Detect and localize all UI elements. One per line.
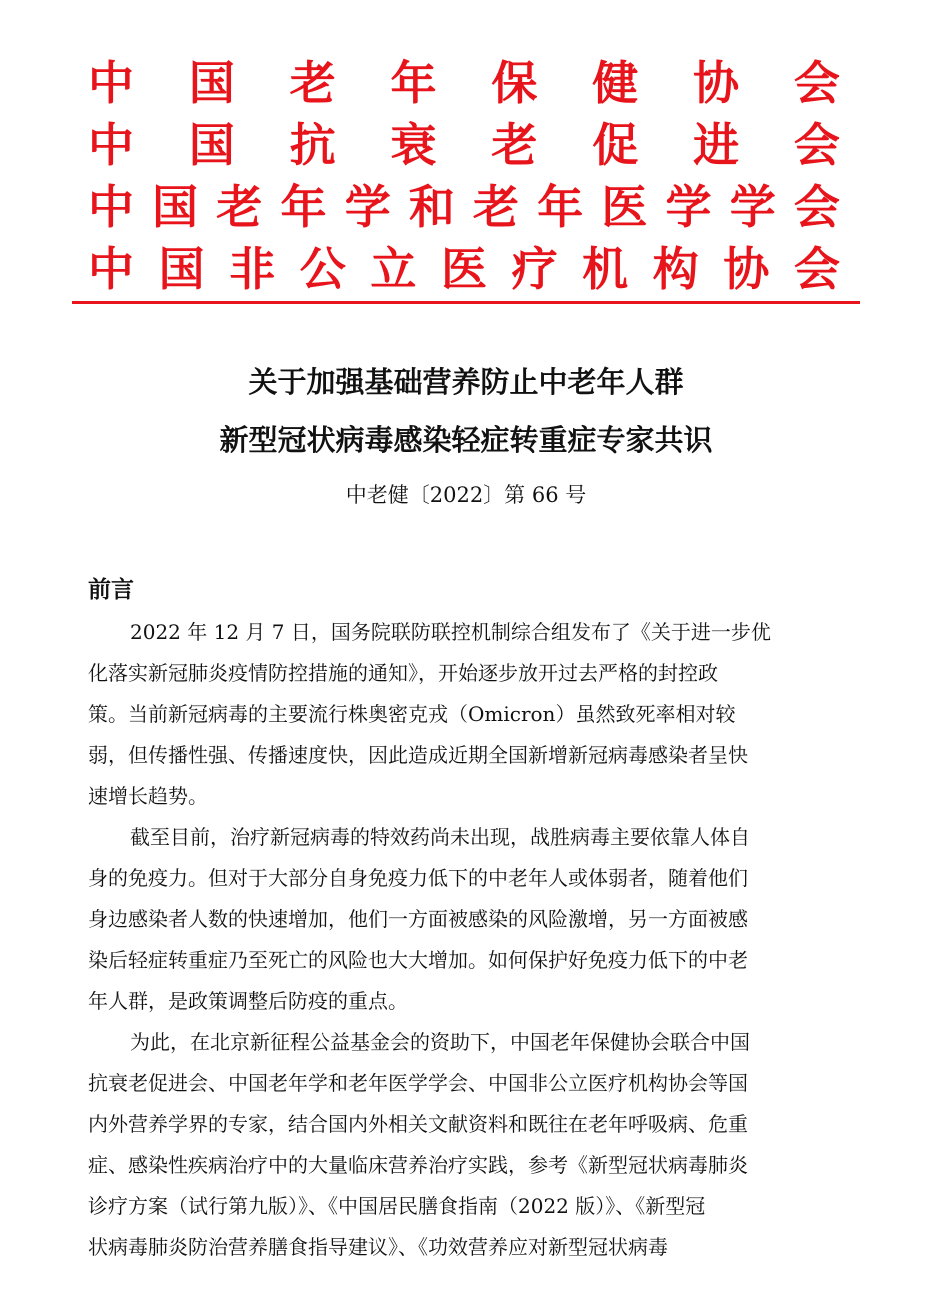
org-char: 国 bbox=[188, 118, 235, 172]
text-line: 策。当前新冠病毒的主要流行株奥密克戎（Omicron）虽然致死率相对较 bbox=[88, 702, 736, 726]
text-line: 身的免疫力。但对于大部分自身免疫力低下的中老年人或体弱者，随着他们 bbox=[88, 866, 748, 890]
section-heading: 前言 bbox=[88, 577, 134, 603]
org-char: 会 bbox=[793, 242, 840, 296]
org-char: 保 bbox=[491, 56, 538, 110]
org-char: 疗 bbox=[511, 242, 558, 296]
org-char: 非 bbox=[229, 242, 276, 296]
text-line: 染后轻症转重症乃至死亡的风险也大大增加。如何保护好免疫力低下的中老 bbox=[88, 948, 748, 972]
paragraph-2 bbox=[88, 817, 840, 1022]
org-line-3 bbox=[88, 176, 840, 238]
text-line: 化落实新冠肺炎疫情防控措施的通知》，开始逐步放开过去严格的封控政 bbox=[88, 661, 718, 685]
org-char: 老 bbox=[289, 56, 336, 110]
org-char: 学 bbox=[344, 180, 391, 234]
org-line-2 bbox=[88, 114, 840, 176]
org-char: 老 bbox=[491, 118, 538, 172]
text-line: 为此，在北京新征程公益基金会的资助下，中国老年保健协会联合中国 bbox=[130, 1030, 750, 1054]
text-line: 速增长趋势。 bbox=[88, 784, 208, 808]
document-number: 中老健〔2022〕第 66 号 bbox=[345, 483, 587, 507]
org-char: 会 bbox=[793, 56, 840, 110]
body-text bbox=[88, 612, 840, 1268]
red-divider bbox=[72, 301, 860, 304]
org-char: 会 bbox=[793, 118, 840, 172]
document-title-line-2: 新型冠状病毒感染轻症转重症专家共识 bbox=[219, 423, 713, 457]
org-char: 协 bbox=[723, 242, 770, 296]
org-char: 老 bbox=[216, 180, 263, 234]
text-line: 截至目前，治疗新冠病毒的特效药尚未出现，战胜病毒主要依靠人体自 bbox=[130, 825, 750, 849]
org-char: 学 bbox=[665, 180, 712, 234]
text-line: 弱，但传播性强、传播速度快，因此造成近期全国新增新冠病毒感染者呈快 bbox=[88, 743, 748, 767]
org-char: 进 bbox=[693, 118, 740, 172]
org-char: 健 bbox=[592, 56, 639, 110]
org-char: 年 bbox=[537, 180, 584, 234]
text-line: 年人群，是政策调整后防疫的重点。 bbox=[88, 989, 408, 1013]
text-line: 状病毒肺炎防治营养膳食指导建议》、《功效营养应对新型冠状病毒 bbox=[88, 1235, 668, 1259]
org-char: 医 bbox=[601, 180, 648, 234]
text-line: 抗衰老促进会、中国老年学和老年医学学会、中国非公立医疗机构协会等国 bbox=[88, 1071, 748, 1095]
org-char: 协 bbox=[693, 56, 740, 110]
issuing-organizations bbox=[88, 52, 840, 300]
org-char: 构 bbox=[652, 242, 699, 296]
org-char: 中 bbox=[88, 118, 134, 172]
text-line: 症、感染性疾病治疗中的大量临床营养治疗实践，参考《新型冠状病毒肺炎 bbox=[88, 1153, 748, 1177]
paragraph-1 bbox=[88, 612, 840, 817]
org-char: 立 bbox=[370, 242, 417, 296]
org-char: 抗 bbox=[289, 118, 336, 172]
paragraph-3 bbox=[88, 1022, 840, 1268]
org-char: 年 bbox=[280, 180, 327, 234]
org-char: 国 bbox=[158, 242, 205, 296]
text-line: 身边感染者人数的快速增加，他们一方面被感染的风险激增，另一方面被感 bbox=[88, 907, 748, 931]
org-char: 公 bbox=[299, 242, 346, 296]
org-char: 和 bbox=[408, 180, 455, 234]
org-char: 老 bbox=[473, 180, 520, 234]
org-char: 中 bbox=[88, 180, 134, 234]
text-line: 内外营养学界的专家，结合国内外相关文献资料和既往在老年呼吸病、危重 bbox=[88, 1112, 748, 1136]
org-line-4 bbox=[88, 238, 840, 300]
org-line-1 bbox=[88, 52, 840, 114]
org-char: 学 bbox=[729, 180, 776, 234]
org-char: 机 bbox=[582, 242, 629, 296]
org-char: 会 bbox=[793, 180, 840, 234]
org-char: 年 bbox=[390, 56, 437, 110]
org-char: 国 bbox=[188, 56, 235, 110]
text-line: 诊疗方案（试行第九版）》、《中国居民膳食指南（2022 版）》、《新型冠 bbox=[88, 1194, 706, 1218]
org-char: 衰 bbox=[390, 118, 437, 172]
org-char: 医 bbox=[440, 242, 487, 296]
org-char: 促 bbox=[592, 118, 639, 172]
org-char: 国 bbox=[152, 180, 199, 234]
text-line: 2022 年 12 月 7 日，国务院联防联控机制综合组发布了《关于进一步优 bbox=[130, 620, 771, 644]
org-char: 中 bbox=[88, 242, 134, 296]
org-char: 中 bbox=[88, 56, 134, 110]
document-title-line-1: 关于加强基础营养防止中老年人群 bbox=[248, 365, 684, 399]
